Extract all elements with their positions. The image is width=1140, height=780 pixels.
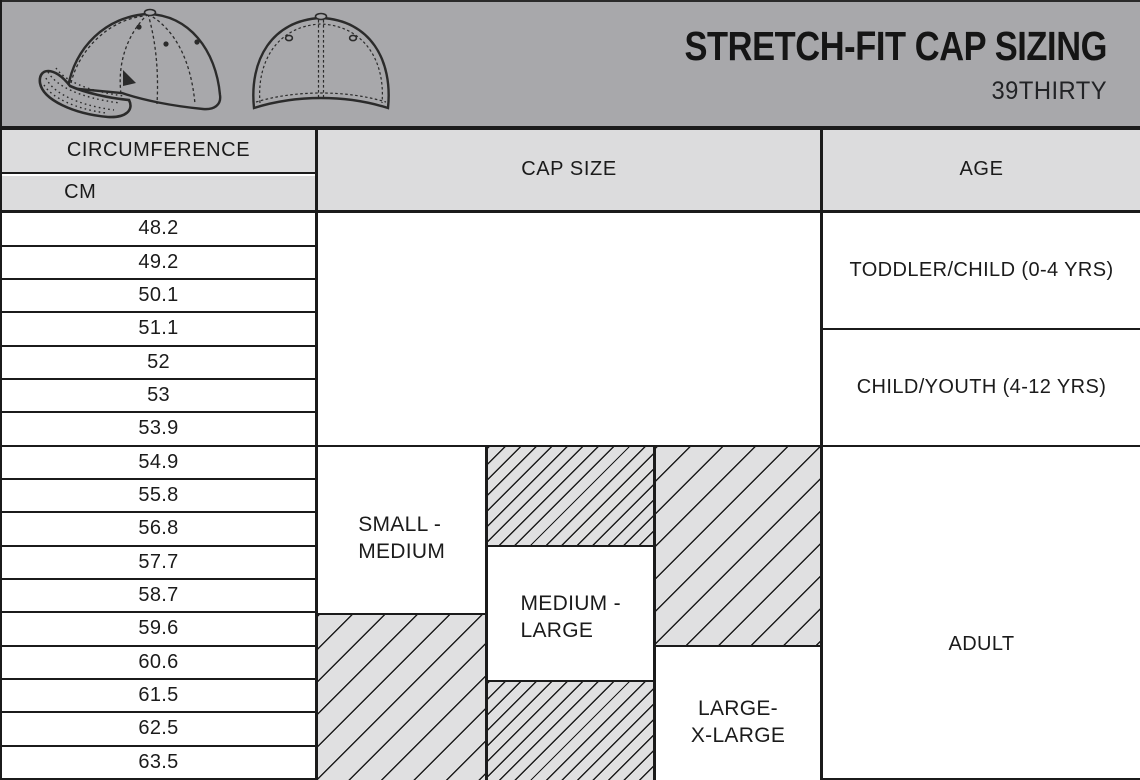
size-cell-large-xlarge	[656, 647, 820, 780]
header-age	[823, 130, 1140, 211]
size-cell-medium-large	[488, 547, 653, 680]
hatch-small-medium-stretch	[318, 613, 485, 780]
size-label-line1: MEDIUM -	[520, 591, 621, 615]
cm-row: 48.2	[2, 213, 315, 246]
age-cell-child	[823, 330, 1140, 444]
age-label-toddler: TODDLER/CHILD (0-4 YRS)	[849, 259, 1114, 282]
cm-row: 55.8	[2, 480, 315, 513]
cm-row: 53.9	[2, 413, 315, 446]
cap-illustrations	[36, 6, 396, 129]
cap-back-view-icon	[253, 14, 388, 109]
size-cell-small-medium	[318, 447, 485, 613]
cm-row: 53	[2, 380, 315, 413]
cm-rows	[2, 213, 315, 780]
cm-row: 51.1	[2, 313, 315, 346]
age-cell-toddler	[823, 213, 1140, 330]
header-circumference-label: CIRCUMFERENCE	[66, 139, 251, 161]
banner	[0, 0, 1140, 126]
cm-row: 50.1	[2, 280, 315, 313]
cm-row: 56.8	[2, 513, 315, 546]
cm-row: 60.6	[2, 647, 315, 680]
cm-row: 61.5	[2, 680, 315, 713]
age-cell-adult	[823, 447, 1140, 778]
hatch-medium-large-stretch-upper	[488, 447, 653, 546]
header-age-label: AGE	[959, 158, 1004, 181]
size-label-line1: LARGE-	[697, 696, 778, 720]
cm-row: 58.7	[2, 580, 315, 613]
hatch-medium-large-stretch-lower	[488, 680, 653, 780]
cm-row: 52	[2, 347, 315, 380]
page-subtitle: 39THIRTY	[991, 77, 1107, 105]
cap-side-view-icon	[36, 6, 396, 124]
size-label-line2: LARGE	[520, 619, 594, 643]
age-label-adult: ADULT	[948, 633, 1015, 656]
header-cm-label: CM	[64, 181, 97, 204]
header-cap-size	[318, 130, 820, 211]
size-label-line2: MEDIUM	[358, 540, 446, 564]
age-label-child: CHILD/YOUTH (4-12 YRS)	[856, 375, 1107, 398]
header-cap-size-label: CAP SIZE	[521, 158, 617, 181]
page-title: STRETCH-FIT CAP SIZING	[684, 23, 1107, 69]
cm-row: 54.9	[2, 447, 315, 480]
cm-row: 62.5	[2, 713, 315, 746]
size-label-line1: SMALL -	[358, 512, 442, 536]
cm-row: 57.7	[2, 547, 315, 580]
title-block	[604, 23, 1107, 106]
cm-row: 49.2	[2, 247, 315, 280]
cm-row: 59.6	[2, 613, 315, 646]
header-circumference	[2, 130, 315, 174]
size-label-large-xlarge	[691, 695, 785, 750]
hatch-large-xlarge-stretch	[656, 447, 820, 646]
size-label-small-medium	[358, 511, 445, 566]
size-label-line2: X-LARGE	[690, 724, 786, 748]
header-cm	[2, 176, 315, 211]
cm-row: 63.5	[2, 747, 315, 780]
size-label-medium-large	[521, 590, 621, 645]
